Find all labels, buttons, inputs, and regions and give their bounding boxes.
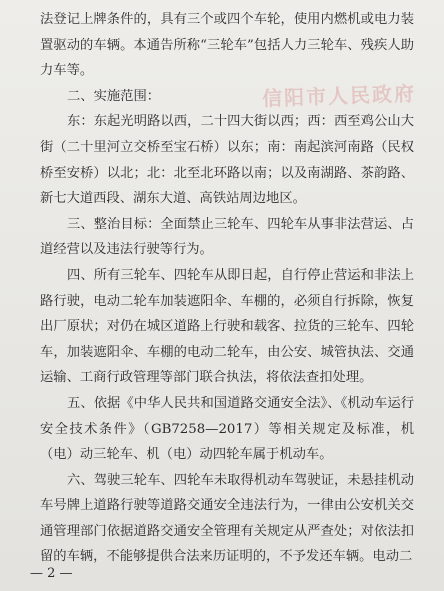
page-number: — 2 — bbox=[30, 566, 73, 581]
government-seal: 信阳市人民政府 bbox=[261, 81, 417, 111]
paragraph-scope-boundaries: 东：东起光明路以西，二十四大街以西；西：西至鸡公山大街（二十里河立交桥至宝石桥）以东；南：南起滨河南路（民权桥至安桥）以北；北：北至北环路以南；以及南湖路、茶韵路、新七大道西段、湖东大道、高铁站周边地区。 bbox=[40, 114, 414, 207]
paragraph-enforcement: 四、所有三轮车、四轮车从即日起，自行停止营运和非法上路行驶，电动二轮车加装遮阳伞、车棚的，必须自行拆除，恢复出厂原状；对仍在城区道路上行驶和载客、拉货的三轮车、四轮车，加装遮阳伞、车棚的电动二轮车，由公安、城管执法、交通运输、工商行政管理等部门联合执法，将依法查扣处理。 bbox=[40, 267, 414, 386]
paragraph-vehicle-definition: 法登记上牌条件的，具有三个或四个车轮，使用内燃机或电力装置驱动的车辆。本通告所称“三轮车”包括人力三轮车、残疾人助力车等。 bbox=[40, 12, 414, 79]
section-heading-scope: 二、实施范围： bbox=[67, 88, 161, 104]
document-body bbox=[40, 7, 414, 570]
paragraph-legal-basis: 五、依据《中华人民共和国道路交通安全法》、《机动车运行安全技术条件》（GB7258—2017）等相关规定及标准，机（电）动三轮车、机（电）动四轮车属于机动车。 bbox=[40, 395, 414, 463]
paragraph-rectification-goal: 三、整治目标：全面禁止三轮车、四轮车从事非法营运、占道经营以及违法行驶等行为。 bbox=[40, 216, 414, 258]
paragraph-penalties: 六、驾驶三轮车、四轮车未取得机动车驾驶证，未悬挂机动车号牌上道路行驶等道路交通安全违法行为，一律由公安机关交通管理部门依据道路交通安全管理有关规定从严查处；对依法扣留的车辆，不能够提供合法来历证明的，不予发还车辆。电动二 bbox=[40, 472, 414, 565]
